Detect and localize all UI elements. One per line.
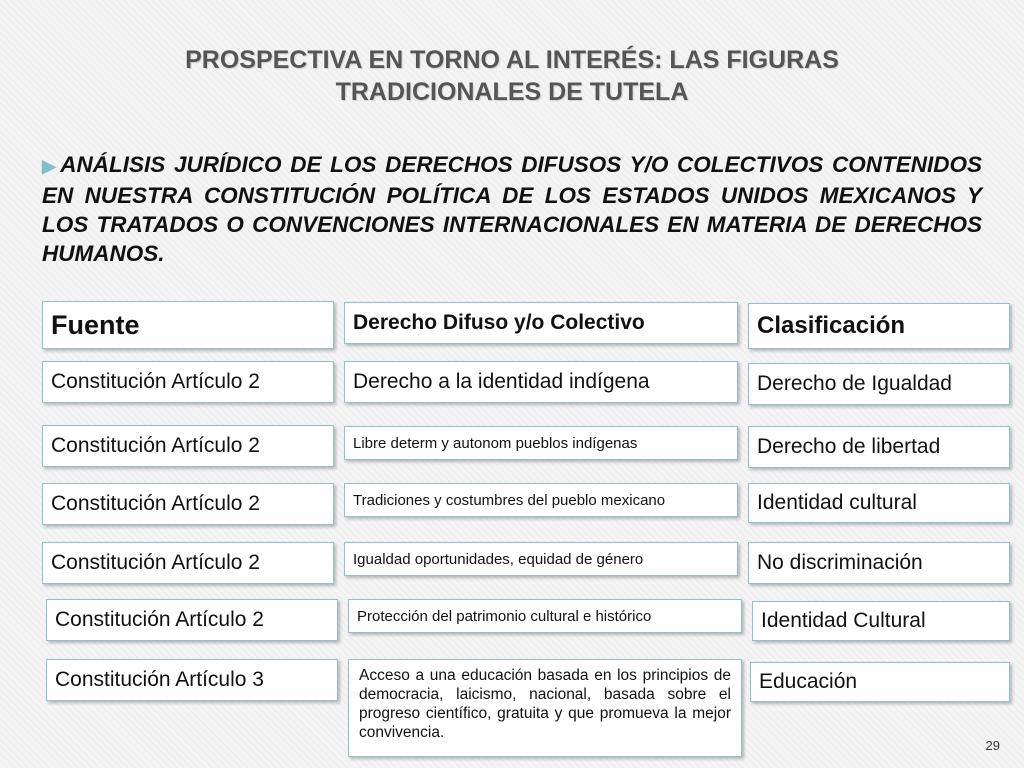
header-derecho <box>344 302 738 344</box>
fuente-cell <box>46 659 338 701</box>
fuente-cell-label: Constitución Artículo 2 <box>55 608 264 631</box>
fuente-cell-label: Constitución Artículo 2 <box>51 434 260 457</box>
fuente-cell <box>46 599 338 641</box>
fuente-cell-label: Constitución Artículo 2 <box>51 492 260 515</box>
header-fuente-label: Fuente <box>51 309 140 340</box>
clasificacion-cell <box>748 483 1010 523</box>
derecho-cell <box>344 542 738 576</box>
clasificacion-cell-label: Identidad cultural <box>757 491 917 514</box>
slide-title: PROSPECTIVA EN TORNO AL INTERÉS: LAS FIGURAS TRADICIONALES DE TUTELA <box>185 46 839 106</box>
clasificacion-cell <box>748 363 1010 405</box>
header-clasificacion-label: Clasificación <box>757 312 906 339</box>
bullet-arrow-icon: ▶ <box>42 156 59 176</box>
clasificacion-cell <box>748 426 1010 468</box>
fuente-cell <box>42 425 334 467</box>
derecho-cell <box>344 483 738 517</box>
fuente-cell <box>42 361 334 403</box>
derecho-cell-multiline <box>348 659 742 757</box>
derecho-cell <box>344 361 738 403</box>
fuente-cell-label: Constitución Artículo 2 <box>51 551 260 574</box>
clasificacion-cell-label: Educación <box>759 670 858 693</box>
clasificacion-cell-label: Derecho de libertad <box>757 435 941 458</box>
clasificacion-cell-label: Identidad Cultural <box>761 609 926 632</box>
clasificacion-cell-label: Derecho de Igualdad <box>757 372 952 395</box>
derecho-cell-label: Acceso a una educación basada en los principios de democracia, laicismo, nacional, basada sobre el progreso científico, gratuita y que promueva la mejor convivencia. <box>359 667 731 741</box>
page-number: 29 <box>985 738 1000 753</box>
clasificacion-cell <box>752 601 1010 641</box>
clasificacion-cell-label: No discriminación <box>757 551 923 574</box>
derecho-cell-label: Igualdad oportunidades, equidad de género <box>353 550 644 568</box>
intro-text: ANÁLISIS JURÍDICO DE LOS DERECHOS DIFUSOS Y/O COLECTIVOS CONTENIDOS EN NUESTRA CONSTITUCIÓN POLÍTICA DE LOS ESTADOS UNIDOS MEXICANOS Y LOS TRATADOS O CONVENCIONES INTERNACIONALES EN MATERIA DE DERECHOS HUMANOS. <box>42 152 983 266</box>
clasificacion-cell <box>748 542 1010 584</box>
derecho-cell <box>348 599 742 633</box>
derecho-cell-label: Tradiciones y costumbres del pueblo mexicano <box>353 491 666 509</box>
intro-paragraph <box>42 150 982 268</box>
header-fuente <box>42 301 334 349</box>
fuente-cell <box>42 542 334 584</box>
fuente-cell-label: Constitución Artículo 3 <box>55 668 264 691</box>
derecho-cell-label: Protección del patrimonio cultural e histórico <box>357 607 652 625</box>
fuente-cell <box>42 483 334 525</box>
header-clasificacion <box>748 303 1010 349</box>
derecho-cell <box>344 426 738 460</box>
header-derecho-label: Derecho Difuso y/o Colectivo <box>353 311 645 334</box>
clasificacion-cell <box>750 662 1010 702</box>
derecho-cell-label: Libre determ y autonom pueblos indígenas <box>353 434 638 452</box>
derecho-cell-label: Derecho a la identidad indígena <box>353 370 650 393</box>
fuente-cell-label: Constitución Artículo 2 <box>51 370 260 393</box>
